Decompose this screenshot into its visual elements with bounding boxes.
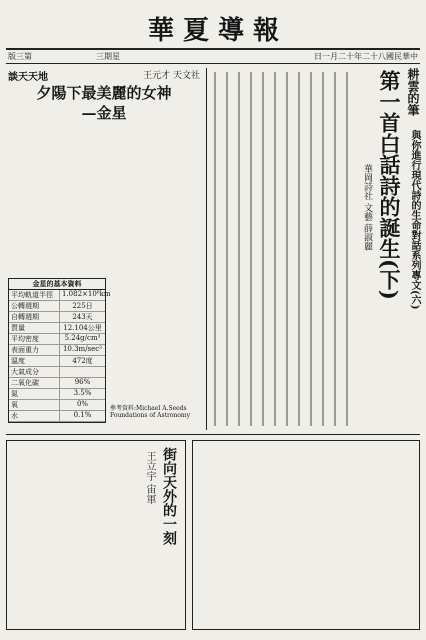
table-row-label: 表面重力 (9, 345, 60, 355)
table-row (9, 301, 105, 312)
table-row-label: 質量 (9, 323, 60, 333)
date-strip (6, 50, 420, 62)
masthead-title: 華夏導報 (148, 16, 289, 46)
table-row-value: 96% (74, 378, 91, 386)
table-row (9, 411, 105, 422)
table-row-value: 5.24g/cm³ (64, 334, 101, 342)
table-row-label: 氮 (9, 389, 60, 399)
table-row-value (60, 367, 105, 377)
table-row (9, 345, 105, 356)
article-body-placeholder (210, 68, 354, 430)
venus-subhead: —金星 (81, 104, 127, 122)
table-row (9, 312, 105, 323)
venus-body-placeholder (8, 124, 200, 274)
table-row-value: 0% (76, 400, 89, 408)
page-label: 版三第 (8, 52, 32, 61)
column-divider (206, 68, 207, 430)
table-row-label: 溫度 (9, 356, 60, 366)
venus-table (8, 278, 111, 423)
table-row-value: 12.104公里 (63, 324, 102, 332)
table-row-label: 公轉週期 (9, 301, 60, 311)
table-row-value: 1.082×10⁸km (62, 290, 111, 298)
issue-date: 日一月二十年二十八國民華中 (314, 52, 418, 61)
article-author: 華岡詩社 文藝 薛淑麗 (362, 164, 372, 251)
table-row (9, 356, 105, 367)
table-row-label: 水 (9, 411, 60, 421)
venus-credit: 參考資料:Michael A.Seeds Foundations of Astronomy (110, 405, 190, 419)
table-row-label: 大氣成分 (9, 367, 60, 377)
masthead-rule-bottom (6, 63, 420, 64)
series-title: 與你進行現代詩的生命對話系列專文(六) (409, 130, 420, 310)
article-title: 第一首白話詩的誕生(下) (377, 70, 402, 300)
table-row-label: 平均軌道半徑 (9, 290, 60, 300)
table-row (9, 367, 105, 378)
column-heading: 耕雲的筆 (406, 68, 420, 116)
masthead (8, 6, 418, 48)
venus-table-title: 金星的基本資料 (9, 279, 105, 290)
table-row (9, 400, 105, 411)
venus-article (6, 68, 202, 430)
venus-byline: 王元才 天文社 (143, 71, 200, 81)
main-article (210, 68, 422, 430)
table-row-label: 自轉週期 (9, 312, 60, 322)
table-row-value: 3.5% (73, 389, 92, 397)
table-row (9, 378, 105, 389)
table-row (9, 389, 105, 400)
table-row-value: 472度 (72, 357, 93, 365)
table-row-value: 0.1% (73, 411, 92, 419)
bottom-section-rule (6, 434, 420, 435)
table-row (9, 334, 105, 345)
poem-author: 王立宇 宙軍 (144, 451, 155, 505)
table-row-label: 平均密度 (9, 334, 60, 344)
table-row-label: 氧 (9, 400, 60, 410)
table-row-value: 225日 (72, 302, 93, 310)
table-row-value: 243天 (72, 313, 93, 321)
poem-box (6, 440, 186, 630)
venus-headline: 夕陽下最美麗的女神 (36, 84, 172, 102)
table-row (9, 290, 111, 301)
table-row-label: 二氧化碳 (9, 378, 60, 388)
venus-kicker: 談天天地 (8, 72, 48, 83)
poem-title: 街向天外的一刻 (161, 447, 177, 545)
weekday-label: 三期星 (96, 52, 120, 61)
table-row-value: 10.3m/sec² (62, 345, 103, 353)
table-row (9, 323, 105, 334)
bottom-articles-placeholder (192, 440, 420, 630)
